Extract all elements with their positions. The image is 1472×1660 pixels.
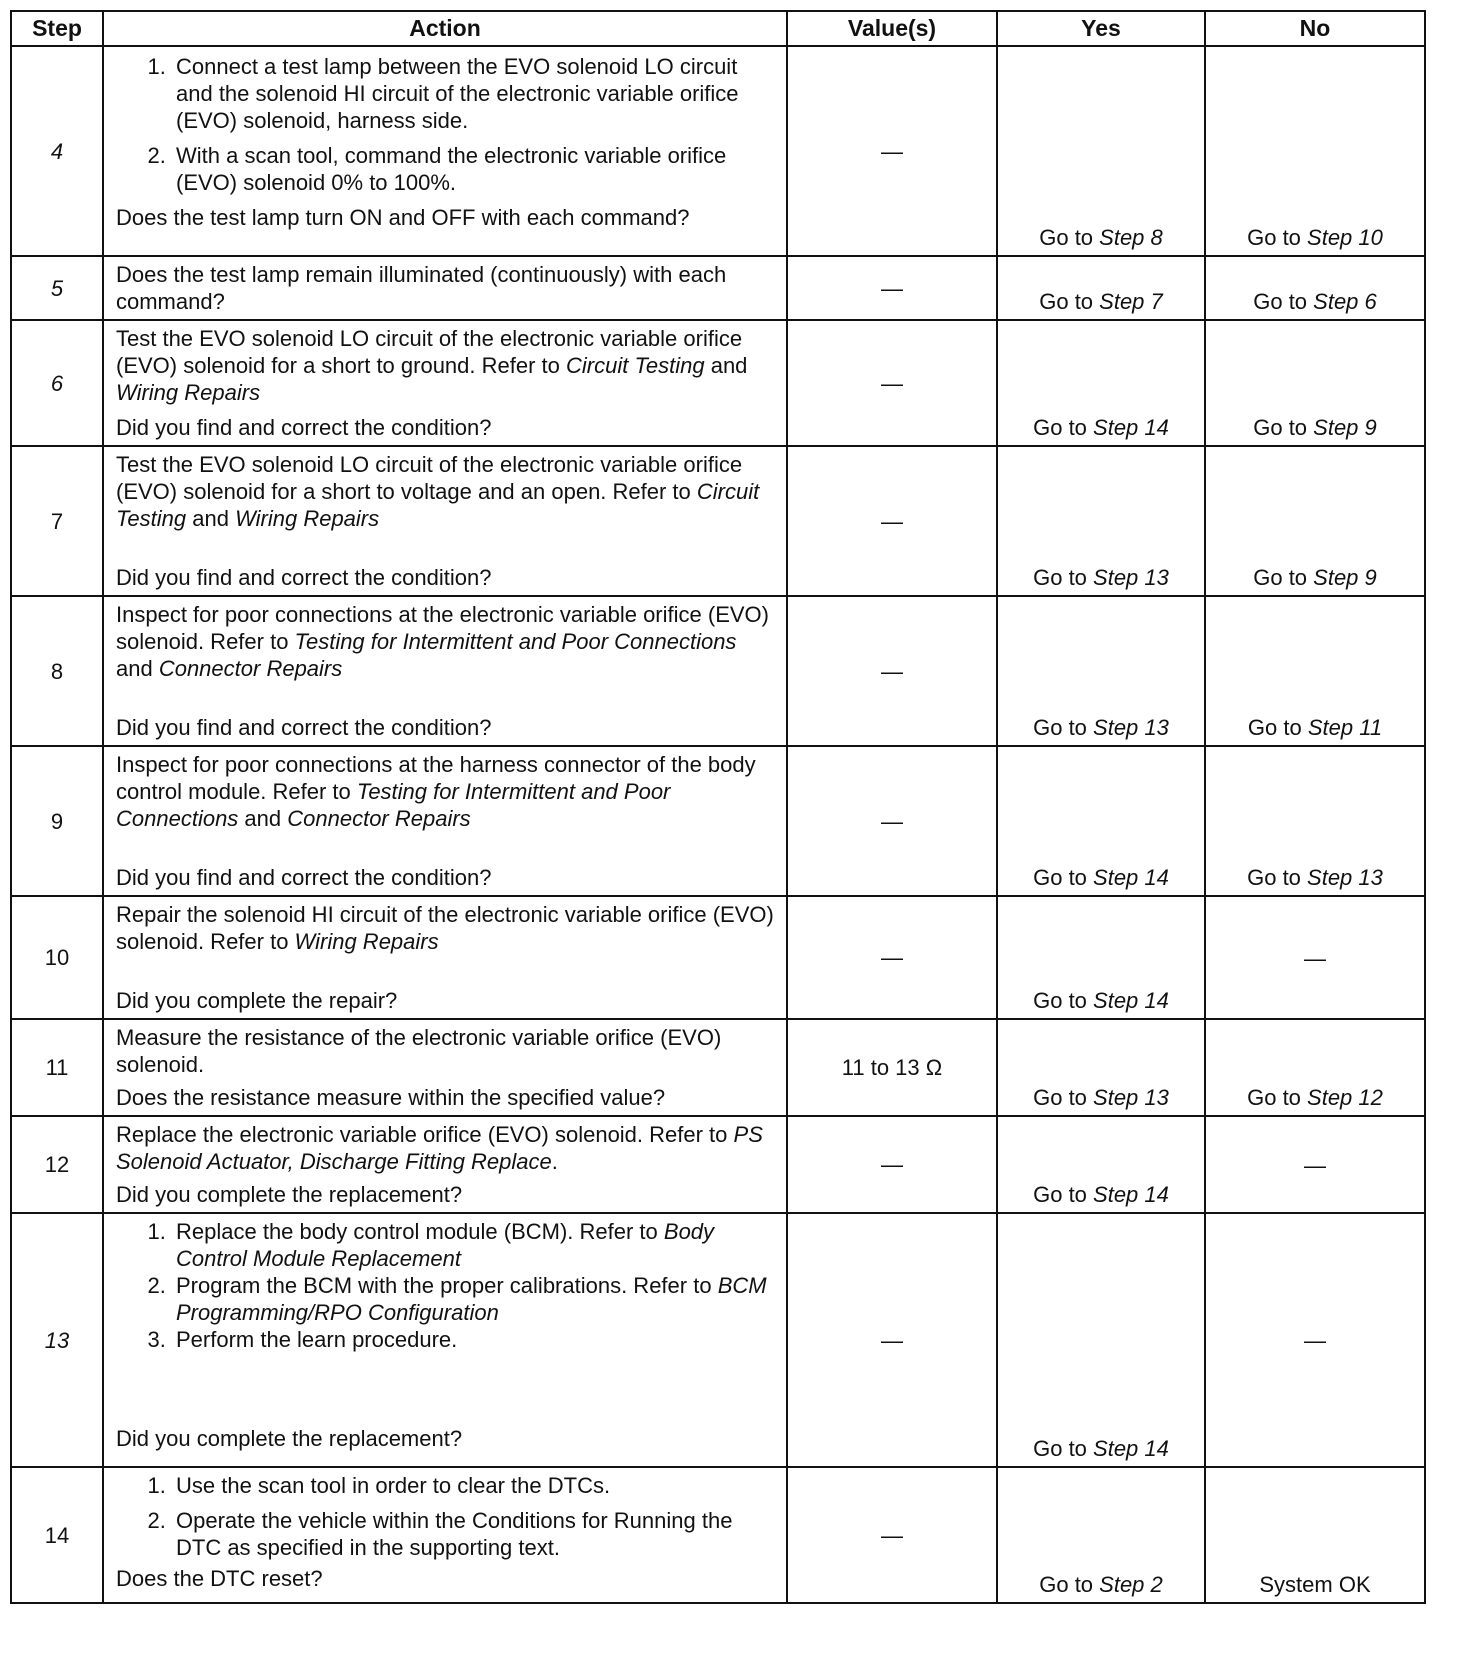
step-number: 7 <box>11 446 103 596</box>
question: Did you complete the replacement? <box>116 1182 463 1207</box>
list-item: 2. With a scan tool, command the electronic variable orifice (EVO) solenoid 0% to 100%. <box>172 142 778 196</box>
question: Did you find and correct the condition? <box>116 565 492 590</box>
procedure-list <box>116 53 778 196</box>
no-cell: System OK <box>1205 1467 1425 1603</box>
yes-cell: Go to Step 13 <box>997 446 1205 596</box>
table-row <box>11 1467 1425 1603</box>
no-step-link[interactable]: Step 9 <box>1313 415 1377 440</box>
header-no: No <box>1205 11 1425 46</box>
question: Does the test lamp remain illuminated (continuously) with each command? <box>116 262 727 314</box>
header-values: Value(s) <box>787 11 997 46</box>
no-step-link[interactable]: Step 11 <box>1307 715 1383 740</box>
list-item: 1. Connect a test lamp between the EVO solenoid LO circuit and the solenoid HI circuit of the electronic variable orifice (EVO) solenoid, harness side. <box>172 53 778 134</box>
value-cell <box>787 46 997 256</box>
no-cell: Go to Step 9 <box>1205 446 1425 596</box>
yes-cell: Go to Step 14 <box>997 320 1205 446</box>
yes-cell: Go to Step 13 <box>997 596 1205 746</box>
header-action: Action <box>103 11 787 46</box>
action-cell <box>103 1019 787 1116</box>
value-cell: — <box>787 1467 997 1603</box>
action-cell <box>103 746 787 896</box>
yes-cell: Go to Step 14 <box>997 746 1205 896</box>
table-row <box>11 746 1425 896</box>
table-row <box>11 446 1425 596</box>
list-item: 3. Perform the learn procedure. <box>172 1326 778 1353</box>
header-yes: Yes <box>997 11 1205 46</box>
action-cell <box>103 596 787 746</box>
value-cell: — <box>787 446 997 596</box>
list-item: 2. Program the BCM with the proper calibrations. Refer to BCM Programming/RPO Configuration <box>172 1272 778 1326</box>
step-number: 8 <box>11 596 103 746</box>
table-row <box>11 256 1425 320</box>
question: Did you complete the replacement? <box>116 1426 463 1451</box>
question: Did you find and correct the condition? <box>116 865 492 890</box>
value-cell: — <box>787 596 997 746</box>
yes-step-link[interactable]: Step 14 <box>1093 1182 1169 1207</box>
reference-link[interactable]: Circuit Testing <box>566 353 705 378</box>
value-cell: — <box>787 896 997 1019</box>
procedure-list <box>116 1472 778 1561</box>
no-cell: Go to Step 9 <box>1205 320 1425 446</box>
table-row <box>11 320 1425 446</box>
no-cell: Go to Step 10 <box>1205 46 1425 256</box>
reference-link[interactable]: Wiring Repairs <box>294 929 439 954</box>
question: Does the resistance measure within the specified value? <box>116 1085 666 1110</box>
reference-link[interactable]: Wiring Repairs <box>116 380 261 405</box>
no-cell: Go to Step 6 <box>1205 256 1425 320</box>
table-row <box>11 896 1425 1019</box>
value-cell: — <box>787 256 997 320</box>
list-item: 1. Use the scan tool in order to clear the DTCs. <box>172 1472 778 1499</box>
action-cell <box>103 1213 787 1467</box>
reference-link[interactable]: Testing for Intermittent and Poor Connections <box>116 779 671 831</box>
yes-step-link[interactable]: Step 8 <box>1099 225 1163 250</box>
table-row <box>11 1213 1425 1467</box>
step-number: 13 <box>11 1213 103 1467</box>
instruction: Repair the solenoid HI circuit of the electronic variable orifice (EVO) solenoid. Refer to Wiring Repairs <box>116 902 774 954</box>
yes-cell: Go to Step 7 <box>997 256 1205 320</box>
yes-step-link[interactable]: Step 7 <box>1099 289 1163 314</box>
instruction: Measure the resistance of the electronic variable orifice (EVO) solenoid. <box>116 1025 722 1077</box>
instruction: Test the EVO solenoid LO circuit of the electronic variable orifice (EVO) solenoid for a short to voltage and an open. Refer to Circuit Testing and Wiring Repairs <box>116 452 760 531</box>
yes-cell: Go to Step 2 <box>997 1467 1205 1603</box>
action-cell <box>103 320 787 446</box>
no-cell: — <box>1205 896 1425 1019</box>
dash: — <box>881 138 903 164</box>
no-cell: Go to Step 13 <box>1205 746 1425 896</box>
header-step: Step <box>11 11 103 46</box>
question: Did you find and correct the condition? <box>116 415 492 440</box>
yes-cell: Go to Step 13 <box>997 1019 1205 1116</box>
question: Does the DTC reset? <box>116 1566 323 1591</box>
yes-step-link[interactable]: Step 14 <box>1093 865 1169 890</box>
step-number: 5 <box>11 256 103 320</box>
value-cell: — <box>787 320 997 446</box>
yes-step-link[interactable]: Step 14 <box>1093 988 1169 1013</box>
yes-step-link[interactable]: Step 13 <box>1093 715 1169 740</box>
reference-link[interactable]: BCM Programming/RPO Configuration <box>176 1273 767 1325</box>
yes-step-link[interactable]: Step 14 <box>1093 1436 1169 1461</box>
action-cell <box>103 446 787 596</box>
yes-step-link[interactable]: Step 13 <box>1093 565 1169 590</box>
table-row <box>11 1019 1425 1116</box>
yes-step-link[interactable]: Step 2 <box>1099 1572 1163 1597</box>
action-cell <box>103 1116 787 1213</box>
no-step-link[interactable]: Step 6 <box>1313 289 1377 314</box>
no-cell: — <box>1205 1116 1425 1213</box>
instruction: Inspect for poor connections at the harness connector of the body control module. Refer to Testing for Intermittent and Poor Connections and Connector Repairs <box>116 752 756 831</box>
value-cell: — <box>787 1116 997 1213</box>
value-cell: — <box>787 1213 997 1467</box>
yes-step-link[interactable]: Step 14 <box>1093 415 1169 440</box>
list-item: 2. Operate the vehicle within the Conditions for Running the DTC as specified in the supporting text. <box>172 1507 778 1561</box>
procedure-list <box>116 1218 778 1353</box>
list-item: 1. Replace the body control module (BCM). Refer to Body Control Module Replacement <box>172 1218 778 1272</box>
header-row <box>11 11 1425 46</box>
no-step-link[interactable]: Step 12 <box>1307 1085 1383 1110</box>
step-number: 10 <box>11 896 103 1019</box>
reference-link[interactable]: PS Solenoid Actuator, Discharge Fitting Replace <box>116 1122 763 1174</box>
step-number: 4 <box>11 46 103 256</box>
no-cell: Go to Step 11 <box>1205 596 1425 746</box>
reference-link[interactable]: Connector Repairs <box>158 656 343 681</box>
action-cell <box>103 1467 787 1603</box>
instruction: Replace the electronic variable orifice (EVO) solenoid. Refer to PS Solenoid Actuator, Discharge Fitting Replace. <box>116 1122 763 1174</box>
yes-cell: Go to Step 14 <box>997 1116 1205 1213</box>
step-number: 6 <box>11 320 103 446</box>
reference-link[interactable]: Body Control Module Replacement <box>176 1219 715 1271</box>
question: Does the test lamp turn ON and OFF with each command? <box>116 205 690 230</box>
step-number: 9 <box>11 746 103 896</box>
table-row <box>11 46 1425 256</box>
instruction: Test the EVO solenoid LO circuit of the electronic variable orifice (EVO) solenoid for a short to ground. Refer to Circuit Testing and Wiring Repairs <box>116 326 748 405</box>
yes-cell: Go to Step 8 <box>997 46 1205 256</box>
step-number: 11 <box>11 1019 103 1116</box>
diagnostic-table <box>10 10 1426 1604</box>
action-cell <box>103 256 787 320</box>
action-cell <box>103 46 787 256</box>
question: Did you find and correct the condition? <box>116 715 492 740</box>
step-number: 12 <box>11 1116 103 1213</box>
reference-link[interactable]: Connector Repairs <box>287 806 471 831</box>
step-number: 14 <box>11 1467 103 1603</box>
no-step-link[interactable]: Step 10 <box>1307 225 1383 250</box>
action-cell <box>103 896 787 1019</box>
yes-cell: Go to Step 14 <box>997 1213 1205 1467</box>
yes-cell: Go to Step 14 <box>997 896 1205 1019</box>
reference-link[interactable]: Circuit Testing <box>116 479 760 531</box>
instruction: Inspect for poor connections at the electronic variable orifice (EVO) solenoid. Refer to Testing for Intermittent and Poor Connections and Connector Repairs <box>116 602 769 681</box>
value-cell: — <box>787 746 997 896</box>
no-cell: — <box>1205 1213 1425 1467</box>
no-step-link[interactable]: Step 13 <box>1307 865 1383 890</box>
no-step-link[interactable]: Step 9 <box>1313 565 1377 590</box>
reference-link[interactable]: Wiring Repairs <box>235 506 380 531</box>
table-row <box>11 1116 1425 1213</box>
table-row <box>11 596 1425 746</box>
question: Did you complete the repair? <box>116 988 398 1013</box>
value-cell: 11 to 13 Ω <box>787 1019 997 1116</box>
no-cell: Go to Step 12 <box>1205 1019 1425 1116</box>
reference-link[interactable]: Testing for Intermittent and Poor Connections <box>294 629 737 654</box>
yes-step-link[interactable]: Step 13 <box>1093 1085 1169 1110</box>
